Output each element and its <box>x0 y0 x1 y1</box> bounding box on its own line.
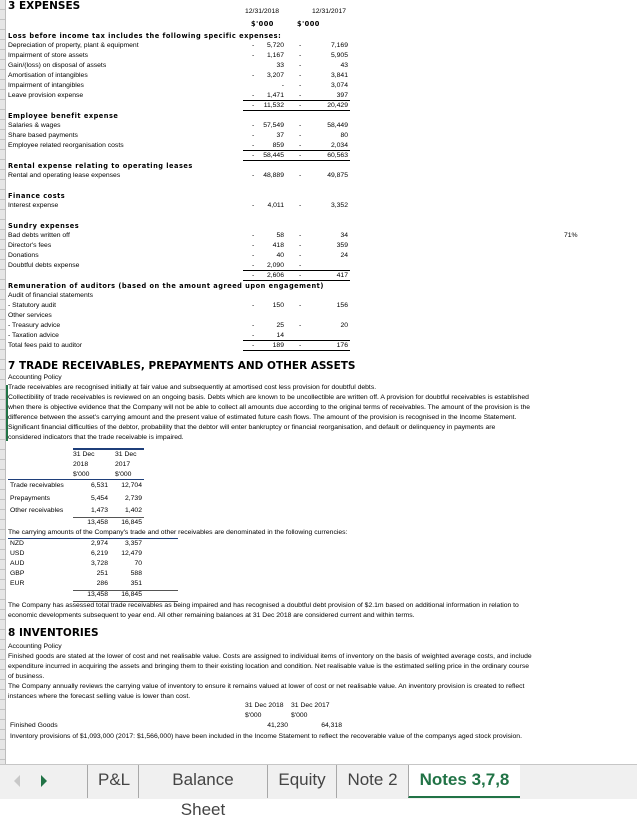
cell-d2[interactable]: - <box>299 102 302 109</box>
cell-v2[interactable]: 20 <box>340 322 348 329</box>
table-row <box>8 549 178 559</box>
text-line: Collectibility of trade receivables is reviewed on an ongoing basis. Debts which are known to be uncollectible are written off. A provision for doubtful receivables is established <box>8 394 529 401</box>
table-row <box>8 121 348 131</box>
header-2018: 2018 <box>73 461 89 468</box>
cell-d2[interactable]: - <box>299 202 302 209</box>
table-row <box>8 101 348 111</box>
text-line: The Company has assessed total trade receivables as being impaired and has recognised a doubtful debt provision of $2.1m based on additional information in relation to <box>8 602 519 609</box>
value-2017[interactable]: 3,357 <box>124 540 142 547</box>
table-row <box>8 251 348 261</box>
table-row <box>8 211 348 221</box>
value-2018[interactable]: 6,219 <box>90 550 108 557</box>
cell-d1[interactable]: - <box>252 102 255 109</box>
total-2017[interactable]: 16,845 <box>121 591 142 598</box>
value-2017[interactable]: 351 <box>130 580 142 587</box>
table-row <box>8 579 178 589</box>
scroll-tabs-left-icon[interactable] <box>14 775 20 787</box>
cell-v1[interactable]: 40 <box>276 252 284 259</box>
row-label: Rental and operating lease expenses <box>8 172 121 179</box>
header-2017: 2017 <box>115 461 131 468</box>
section-subheading <box>8 191 348 201</box>
row-label: Amortisation of intangibles <box>8 72 88 79</box>
table-row <box>8 51 348 61</box>
table-row <box>8 131 348 141</box>
cell-d2[interactable]: - <box>299 142 302 149</box>
table-row <box>8 91 348 101</box>
inv-col-unit-2017: $'000 <box>291 712 308 719</box>
header-row <box>8 460 178 470</box>
cell-d2[interactable]: - <box>299 62 302 69</box>
cell-d2[interactable]: - <box>299 342 302 349</box>
cell-d1[interactable]: - <box>252 322 255 329</box>
cell-d2[interactable]: - <box>299 152 302 159</box>
row-label: Leave provision expense <box>8 92 84 99</box>
cell-v1[interactable]: 5,720 <box>266 42 284 49</box>
text-line: Finished goods are stated at the lower of cost and net realisable value. Costs are assigned to individual items of inventory on the basis of weighted average costs, and include <box>8 653 532 660</box>
cell-v2[interactable]: 80 <box>340 132 348 139</box>
sheet-tab-bar <box>0 764 637 819</box>
table-row <box>8 81 348 91</box>
cell-v2[interactable]: 156 <box>336 302 348 309</box>
table-row <box>8 241 348 251</box>
table-row <box>8 151 348 161</box>
table-row <box>8 505 178 517</box>
section-subheading <box>8 161 348 171</box>
cell-d2[interactable]: - <box>299 252 302 259</box>
table-row <box>8 493 178 505</box>
cell-d2[interactable]: - <box>299 42 302 49</box>
finished-goods-2018: 41,230 <box>267 722 288 729</box>
cell-v2[interactable]: 417 <box>336 272 348 279</box>
rule <box>73 517 144 518</box>
cell-v1[interactable]: 150 <box>272 302 284 309</box>
cell-d2[interactable]: - <box>299 72 302 79</box>
cell-v1[interactable]: 418 <box>272 242 284 249</box>
row-headers[interactable] <box>0 0 6 765</box>
row-label: Finance costs <box>8 192 66 200</box>
table-row <box>8 331 348 341</box>
text-line: instances where the forecast selling value is lower than cost. <box>8 693 191 700</box>
header-2017: $'000 <box>115 471 132 478</box>
row-label: Sundry expenses <box>8 222 80 230</box>
cell-d1[interactable]: - <box>252 122 255 129</box>
cell-v1[interactable]: 58 <box>276 232 284 239</box>
total-2018[interactable]: 13,458 <box>87 591 108 598</box>
table-row <box>8 41 348 51</box>
text-line: when there is objective evidence that the Company will not be able to collect all amounts due according to the original terms of receivables. The amount of the provision is the <box>8 404 531 411</box>
sheet-tab[interactable]: Balance Sheet <box>138 765 267 798</box>
table-row <box>8 231 578 241</box>
inv-col-unit-2018: $'000 <box>245 712 262 719</box>
cell-v2[interactable]: 397 <box>336 92 348 99</box>
row-label: Donations <box>8 252 39 259</box>
cell-v2[interactable]: 49,875 <box>327 172 348 179</box>
cell-v1[interactable]: 37 <box>276 132 284 139</box>
cell-v1[interactable]: 4,011 <box>267 202 284 209</box>
text-line: expenditure incurred in acquiring the assets and bringing them to their existing location and condition. Net realisable value is the estimated selling price in the ordinary course <box>8 663 530 670</box>
cell-v2[interactable]: 5,905 <box>330 52 348 59</box>
table-row <box>8 261 348 271</box>
scroll-tabs-right-icon[interactable] <box>41 775 47 787</box>
table-row <box>8 141 348 151</box>
header-row <box>8 450 178 460</box>
finished-goods-label: Finished Goods <box>10 722 58 729</box>
section-title-inventories: 8 INVENTORIES <box>8 627 99 639</box>
value-2017[interactable]: 70 <box>134 560 142 567</box>
table-row <box>8 321 348 331</box>
cell-d1[interactable]: - <box>252 272 255 279</box>
sheet-tab[interactable]: Notes 3,7,8 <box>408 765 520 798</box>
table-row <box>8 71 348 81</box>
value-2018[interactable]: 6,531 <box>90 482 108 489</box>
rule <box>73 590 178 591</box>
value-2017[interactable]: 588 <box>130 570 142 577</box>
row-label: Employee benefit expense <box>8 112 119 120</box>
cell-d2[interactable]: - <box>299 232 302 239</box>
value-2017[interactable]: 12,479 <box>121 550 142 557</box>
inventories-policy <box>8 652 532 702</box>
table-row <box>8 559 178 569</box>
cell-v2[interactable]: 2,034 <box>330 142 348 149</box>
cell-d1[interactable]: - <box>252 232 255 239</box>
sheet-tab[interactable]: P&L <box>87 765 138 798</box>
section-title-receivables: 7 TRADE RECEIVABLES, PREPAYMENTS AND OTHER ASSETS <box>8 360 356 372</box>
table-row <box>8 291 348 301</box>
row-label: Depreciation of property, plant & equipment <box>8 42 139 49</box>
row-label: Other services <box>8 312 52 319</box>
value-2018[interactable]: 251 <box>96 570 108 577</box>
cell-d2[interactable]: - <box>299 92 302 99</box>
text-line: considered indicators that the trade receivable is impaired. <box>8 434 184 441</box>
table-row <box>8 171 348 181</box>
cell-v2[interactable]: 24 <box>340 252 348 259</box>
table-row <box>8 311 348 321</box>
table-row <box>8 271 348 281</box>
table-row <box>8 201 348 211</box>
cell-v2[interactable]: 176 <box>336 342 348 349</box>
cell-d1[interactable]: - <box>252 52 255 59</box>
row-label: Prepayments <box>10 494 51 502</box>
row-label: Director's fees <box>8 242 52 249</box>
cell-v2[interactable]: 20,429 <box>327 102 348 109</box>
col-date-2018: 12/31/2018 <box>245 8 280 15</box>
cell-v2[interactable]: 58,449 <box>327 122 348 129</box>
table-row <box>8 341 348 351</box>
cell-v1[interactable]: 1,471 <box>266 92 284 99</box>
cell-d1[interactable]: - <box>252 262 255 269</box>
cell-v1[interactable]: 57,549 <box>263 122 284 129</box>
header-2018: $'000 <box>73 471 90 478</box>
row-label: - Taxation advice <box>8 332 59 339</box>
cell-v1[interactable]: 2,606 <box>266 272 284 279</box>
row-label: Impairment of intangibles <box>8 82 84 89</box>
cell-v1[interactable]: 25 <box>276 322 284 329</box>
currency-label: EUR <box>10 580 25 587</box>
table-row <box>8 539 178 549</box>
table-row <box>8 301 348 311</box>
text-line: Trade receivables are recognised initially at fair value and subsequently at amortised cost less provision for doubtful debts. <box>8 384 377 391</box>
inv-col-date-2018: 31 Dec 2018 <box>245 702 284 709</box>
inventory-provision-note: Inventory provisions of $1,093,000 (2017: $1,566,000) have been included in the Income Statement to reflect the recoverable value of the companys aged stock provision. <box>10 733 522 740</box>
value-2018[interactable]: 5,454 <box>90 494 108 502</box>
cell-d1[interactable]: - <box>252 92 255 99</box>
value-2017[interactable]: 2,739 <box>124 494 142 502</box>
cell-v2[interactable]: 7,169 <box>330 42 348 49</box>
text-line: Significant financial difficulties of the debtor, probability that the debtor will enter bankruptcy or financial reorganisation, and default or delinquency in payments are <box>8 424 496 431</box>
cell-d1[interactable]: - <box>252 202 255 209</box>
cell-d2[interactable]: - <box>299 82 302 89</box>
section-subheading <box>8 281 348 291</box>
table-row <box>8 181 348 191</box>
cell-v2[interactable]: 3,074 <box>330 82 348 89</box>
currency-intro: The carrying amounts of the Company's trade and other receivables are denominated in the following currencies: <box>8 529 348 536</box>
cell-d2[interactable]: - <box>299 132 302 139</box>
cell-d1[interactable]: - <box>252 142 255 149</box>
cell-v2[interactable]: 359 <box>336 242 348 249</box>
section-subheading <box>8 221 348 231</box>
row-label: Doubtful debts expense <box>8 262 80 269</box>
cell-v2[interactable]: 3,841 <box>330 72 348 79</box>
col-unit-2018: $'000 <box>251 20 274 28</box>
table-row <box>8 61 348 71</box>
cell-d1[interactable]: - <box>252 42 255 49</box>
row-label: Impairment of store assets <box>8 52 89 59</box>
receivables-policy <box>8 383 530 443</box>
cell-v2[interactable]: 43 <box>340 62 348 69</box>
text-line: The Company annually reviews the carrying value of inventory to ensure it remains valued at lower of cost or net realisable value. An inventory provision is created to reflect <box>8 683 525 690</box>
value-2017[interactable]: 1,402 <box>124 507 142 514</box>
cell-v1[interactable]: 3,207 <box>266 72 284 79</box>
text-line: of business. <box>8 673 45 680</box>
cell-v1[interactable]: 11,532 <box>263 102 284 109</box>
row-label: Employee related reorganisation costs <box>8 142 124 149</box>
row-label: - Statutory audit <box>8 302 56 309</box>
sheet-tab[interactable]: Note 2 <box>336 765 408 798</box>
cell-v1[interactable]: 2,090 <box>266 262 284 269</box>
row-label: Trade receivables <box>10 482 64 489</box>
cell-d1[interactable]: - <box>252 72 255 79</box>
value-2017[interactable]: 12,704 <box>121 482 142 489</box>
cell-d1[interactable]: - <box>252 242 255 249</box>
cell-d1[interactable]: - <box>252 172 255 179</box>
extra-cell[interactable]: 71% <box>564 232 578 239</box>
cell-v1[interactable]: - <box>281 82 284 89</box>
row-label: - Treasury advice <box>8 322 61 329</box>
cell-d2[interactable]: - <box>299 302 302 309</box>
total-2017[interactable]: 16,845 <box>121 519 142 526</box>
header-2018: 31 Dec <box>73 451 95 458</box>
currency-label: AUD <box>10 560 25 567</box>
inv-col-date-2017: 31 Dec 2017 <box>291 702 330 709</box>
row-label: Share based payments <box>8 132 78 139</box>
row-label: Bad debts written off <box>8 232 70 239</box>
cell-d2[interactable]: - <box>299 242 302 249</box>
cell-v1[interactable]: 14 <box>276 332 284 339</box>
section-subheading <box>8 31 348 41</box>
currency-label: NZD <box>10 540 24 547</box>
value-2018[interactable]: 3,728 <box>90 560 108 567</box>
text-line: difference between the asset's carrying amount and the present value of estimated future cash flows. The amount of the provision is recognised in the Income Statement. <box>8 414 517 421</box>
row-label: Salaries & wages <box>8 122 61 129</box>
cell-d2[interactable]: - <box>299 322 302 329</box>
col-unit-2017: $'000 <box>297 20 320 28</box>
value-2018[interactable]: 1,473 <box>90 507 108 514</box>
row-label: Loss before income tax includes the following specific expenses: <box>8 32 282 40</box>
cell-d1[interactable]: - <box>252 152 255 159</box>
cell-v2[interactable]: 34 <box>340 232 348 239</box>
value-2018[interactable]: 286 <box>96 580 108 587</box>
text-line: economic developments subsequent to year end. All other remaining balances at 31 Dec 2018 are considered current and within terms. <box>8 612 415 619</box>
finished-goods-2017: 64,318 <box>321 722 342 729</box>
cell-d1[interactable]: - <box>252 302 255 309</box>
cell-d1[interactable]: - <box>252 342 255 349</box>
section-title-expenses: 3 EXPENSES <box>8 0 81 12</box>
row-label: Other receivables <box>10 507 64 514</box>
policy-label: Accounting Policy <box>8 643 62 650</box>
cell-v1[interactable]: 189 <box>272 342 284 349</box>
receivables-note <box>8 601 519 621</box>
cell-v1[interactable]: 1,167 <box>266 52 284 59</box>
cell-v1[interactable]: 48,889 <box>263 172 284 179</box>
cell-v1[interactable]: 859 <box>272 142 284 149</box>
col-date-2017: 12/31/2017 <box>312 8 347 15</box>
row-label: Gain/(loss) on disposal of assets <box>8 62 107 69</box>
cell-d2[interactable]: - <box>299 272 302 279</box>
cell-d2[interactable]: - <box>299 52 302 59</box>
table-row <box>8 569 178 579</box>
row-label: Total fees paid to auditor <box>8 342 83 349</box>
header-2017: 31 Dec <box>115 451 137 458</box>
cell-d2[interactable]: - <box>299 172 302 179</box>
cell-v2[interactable]: 60,563 <box>327 152 348 159</box>
cell-v1[interactable]: 58,445 <box>263 152 284 159</box>
cell-d1[interactable]: - <box>252 132 255 139</box>
row-label: Audit of financial statements <box>8 292 94 299</box>
sheet-tab[interactable]: Equity <box>267 765 336 798</box>
row-label: Rental expense relating to operating leases <box>8 162 193 170</box>
cell-v2[interactable]: 3,352 <box>330 202 348 209</box>
currency-label: GBP <box>10 570 25 577</box>
cell-d2[interactable]: - <box>299 122 302 129</box>
cell-d1[interactable]: - <box>252 332 255 339</box>
total-2018[interactable]: 13,458 <box>87 519 108 526</box>
total-row <box>8 590 178 600</box>
cell-d1[interactable]: - <box>252 252 255 259</box>
value-2018[interactable]: 2,974 <box>90 540 108 547</box>
currency-label: USD <box>10 550 25 557</box>
row-label: Interest expense <box>8 202 59 209</box>
cell-d2[interactable]: - <box>299 262 302 269</box>
cell-v1[interactable]: 33 <box>276 62 284 69</box>
table-row <box>8 480 178 492</box>
section-subheading <box>8 111 348 121</box>
policy-label: Accounting Policy <box>8 374 62 381</box>
row-label: Remuneration of auditors (based on the amount agreed upon engagement) <box>8 282 324 290</box>
